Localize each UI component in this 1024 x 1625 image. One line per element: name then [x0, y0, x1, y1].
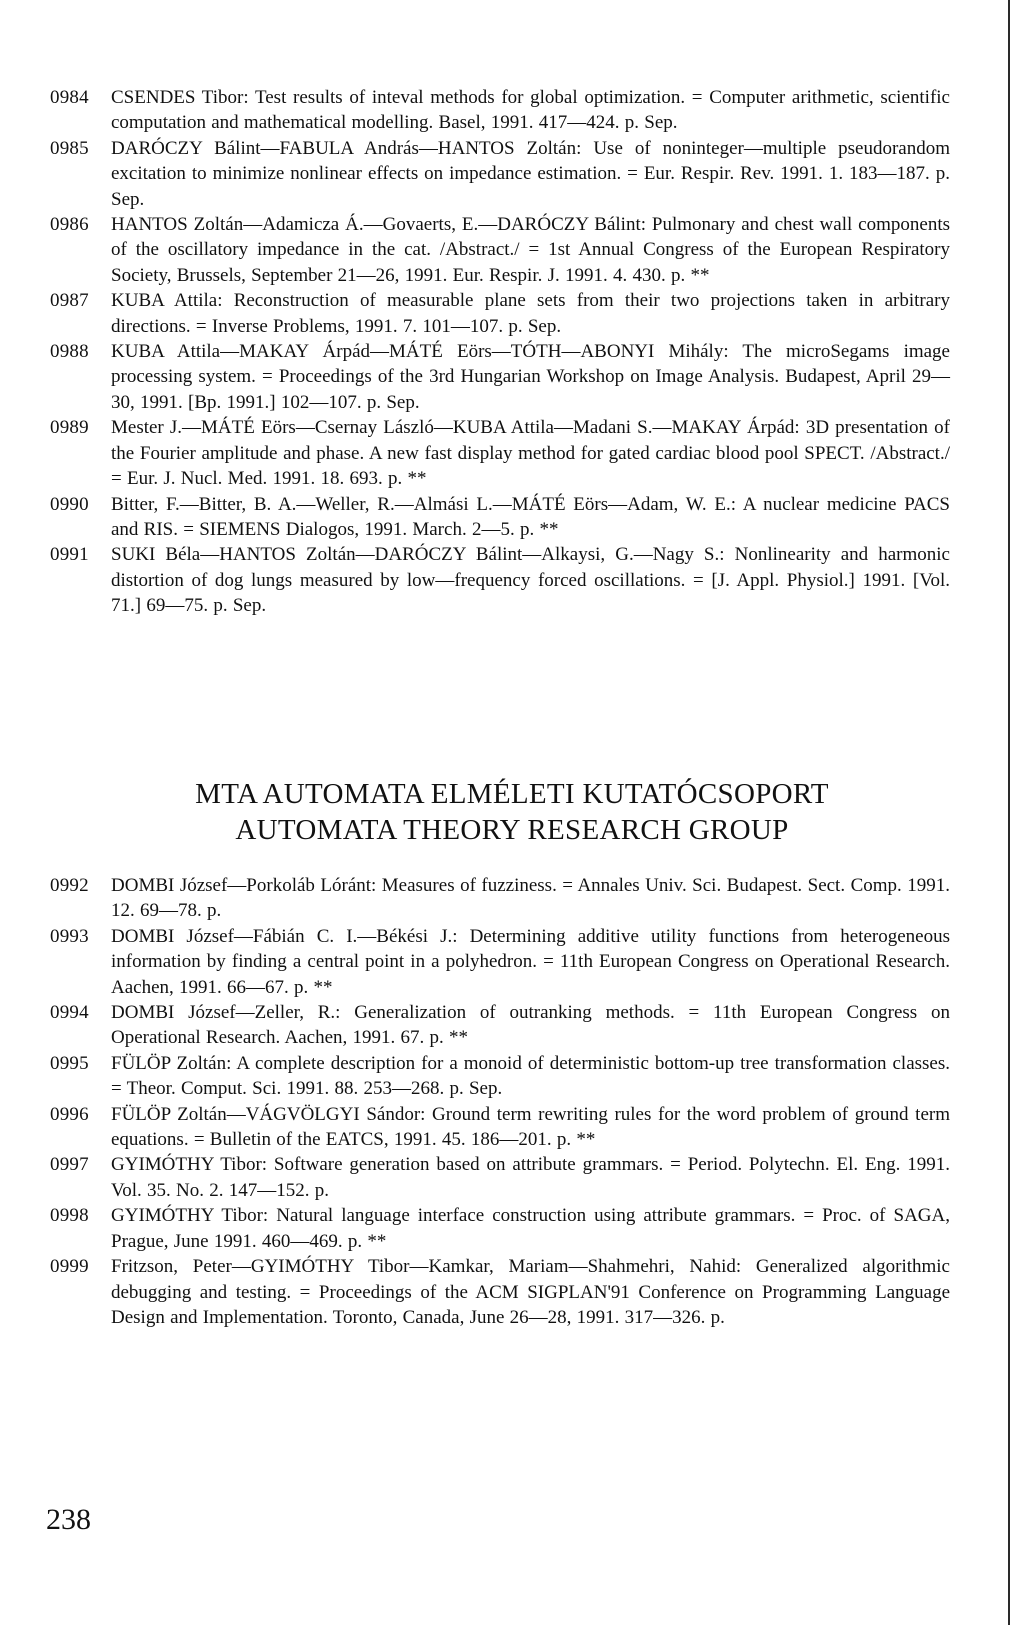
entry-number: 0985: [50, 137, 89, 159]
entry-text: SUKI Béla—HANTOS Zoltán—DARÓCZY Bálint—Alkaysi, G.—Nagy S.: Nonlinearity and harmonic distortion of dog lungs measured by low—frequency forced oscillations. = [J. Appl. Physiol.] 1991. [Vol. 71.] 69—75. p. Sep.: [111, 544, 950, 617]
bibliography-entry: [50, 212, 950, 288]
entry-text: HANTOS Zoltán—Adamicza Á.—Govaerts, E.—DARÓCZY Bálint: Pulmonary and chest wall components of the oscillatory impedance in the cat. /Abstract./ = 1st Annual Congress of the European Respiratory Society, Brussels, September 21—26, 1991. Eur. Respir. J. 1991. 4. 430. p. **: [111, 214, 950, 286]
entry-number: 0992: [50, 875, 89, 896]
bibliography-entry: [50, 1051, 950, 1102]
entry-text: FÜLÖP Zoltán—VÁGVÖLGYI Sándor: Ground term rewriting rules for the word problem of ground term equations. = Bulletin of the EATCS, 1991. 45. 186—201. p. **: [111, 1103, 950, 1151]
entry-number: 0998: [50, 1205, 89, 1227]
section-heading-line2: AUTOMATA THEORY RESEARCH GROUP: [235, 814, 789, 846]
entry-text: Fritzson, Peter—GYIMÓTHY Tibor—Kamkar, Mariam—Shahmehri, Nahid: Generalized algorithmic debugging and testing. = Proceedings of the ACM SIGPLAN'91 Conference on Programming Language Design and Implementation. Toronto, Canada, June 26—28, 1991. 317—326. p.: [111, 1256, 950, 1328]
page-number: 238: [46, 1503, 91, 1536]
entry-text: Mester J.—MÁTÉ Eörs—Csernay László—KUBA Attila—Madani S.—MAKAY Árpád: 3D presentation of the Fourier amplitude and phase. A new fast display method for gated cardiac blood pool SPECT. /Abstract./ = Eur. J. Nucl. Med. 1991. 18. 693. p. **: [111, 417, 950, 490]
bibliography-entry: [50, 542, 950, 618]
bibliography-list-2: [50, 873, 950, 1330]
bibliography-entry: [50, 288, 950, 339]
entry-text: GYIMÓTHY Tibor: Natural language interface construction using attribute grammars. = Proc. of SAGA, Prague, June 1991. 460—469. p. **: [111, 1205, 950, 1252]
entry-text: DOMBI József—Fábián C. I.—Békési J.: Determining additive utility functions from heterogeneous information by finding a central point in a polyhedron. = 11th European Congress on Operational Research. Aachen, 1991. 66—67. p. **: [111, 925, 950, 998]
bibliography-entry: [50, 1203, 950, 1254]
entry-text: DOMBI József—Porkoláb Lóránt: Measures of fuzziness. = Annales Univ. Sci. Budapest. Sect. Comp. 1991. 12. 69—78. p.: [111, 875, 950, 922]
entry-text: KUBA Attila: Reconstruction of measurable plane sets from their two projections taken in arbitrary directions. = Inverse Problems, 1991. 7. 101—107. p. Sep.: [111, 290, 950, 337]
entry-text: FÜLÖP Zoltán: A complete description for a monoid of deterministic bottom-up tree transformation classes. = Theor. Comput. Sci. 1991. 88. 253—268. p. Sep.: [111, 1052, 950, 1100]
entry-number: 0986: [50, 214, 89, 236]
entry-text: DARÓCZY Bálint—FABULA András—HANTOS Zoltán: Use of noninteger—multiple pseudorandom excitation to minimize nonlinear effects on impedance estimation. = Eur. Respir. Rev. 1991. 1. 183—187. p. Sep.: [111, 137, 950, 210]
bibliography-entry: [50, 85, 950, 136]
bibliography-entry: [50, 924, 950, 1000]
entry-number: 0997: [50, 1154, 89, 1176]
entry-number: 0991: [50, 544, 89, 566]
entry-number: 0990: [50, 493, 89, 515]
entry-number: 0984: [50, 87, 89, 108]
entry-number: 0994: [50, 1002, 89, 1024]
bibliography-entry: [50, 1254, 950, 1330]
bibliography-entry: [50, 873, 950, 924]
entry-number: 0999: [50, 1256, 89, 1278]
bibliography-entry: [50, 1102, 950, 1153]
entry-text: GYIMÓTHY Tibor: Software generation based on attribute grammars. = Period. Polytechn. El. Eng. 1991. Vol. 35. No. 2. 147—152. p.: [111, 1154, 950, 1201]
entry-text: KUBA Attila—MAKAY Árpád—MÁTÉ Eörs—TÓTH—ABONYI Mihály: The microSegams image processing system. = Proceedings of the 3rd Hungarian Workshop on Image Analysis. Budapest, April 29—30, 1991. [Bp. 1991.] 102—107. p. Sep.: [111, 341, 950, 413]
bibliography-entry: [50, 1152, 950, 1203]
bibliography-entry: [50, 136, 950, 212]
bibliography-entry: [50, 492, 950, 543]
bibliography-list-1: [50, 85, 950, 619]
entry-text: CSENDES Tibor: Test results of inteval methods for global optimization. = Computer arithmetic, scientific computation and mathematical modelling. Basel, 1991. 417—424. p. Sep.: [111, 87, 950, 134]
section-heading-line1: MTA AUTOMATA ELMÉLETI KUTATÓCSOPORT: [195, 778, 829, 810]
entry-number: 0993: [50, 925, 89, 947]
entry-text: DOMBI József—Zeller, R.: Generalization of outranking methods. = 11th European Congress on Operational Research. Aachen, 1991. 67. p. **: [111, 1002, 950, 1049]
bibliography-entry: [50, 415, 950, 491]
entry-number: 0987: [50, 290, 89, 312]
bibliography-entry: [50, 339, 950, 415]
entry-number: 0989: [50, 417, 89, 439]
bibliography-entry: [50, 1000, 950, 1051]
entry-number: 0996: [50, 1103, 89, 1125]
entry-number: 0988: [50, 341, 89, 363]
entry-number: 0995: [50, 1052, 89, 1074]
entry-text: Bitter, F.—Bitter, B. A.—Weller, R.—Almási L.—MÁTÉ Eörs—Adam, W. E.: A nuclear medicine PACS and RIS. = SIEMENS Dialogos, 1991. March. 2—5. p. **: [111, 493, 950, 540]
